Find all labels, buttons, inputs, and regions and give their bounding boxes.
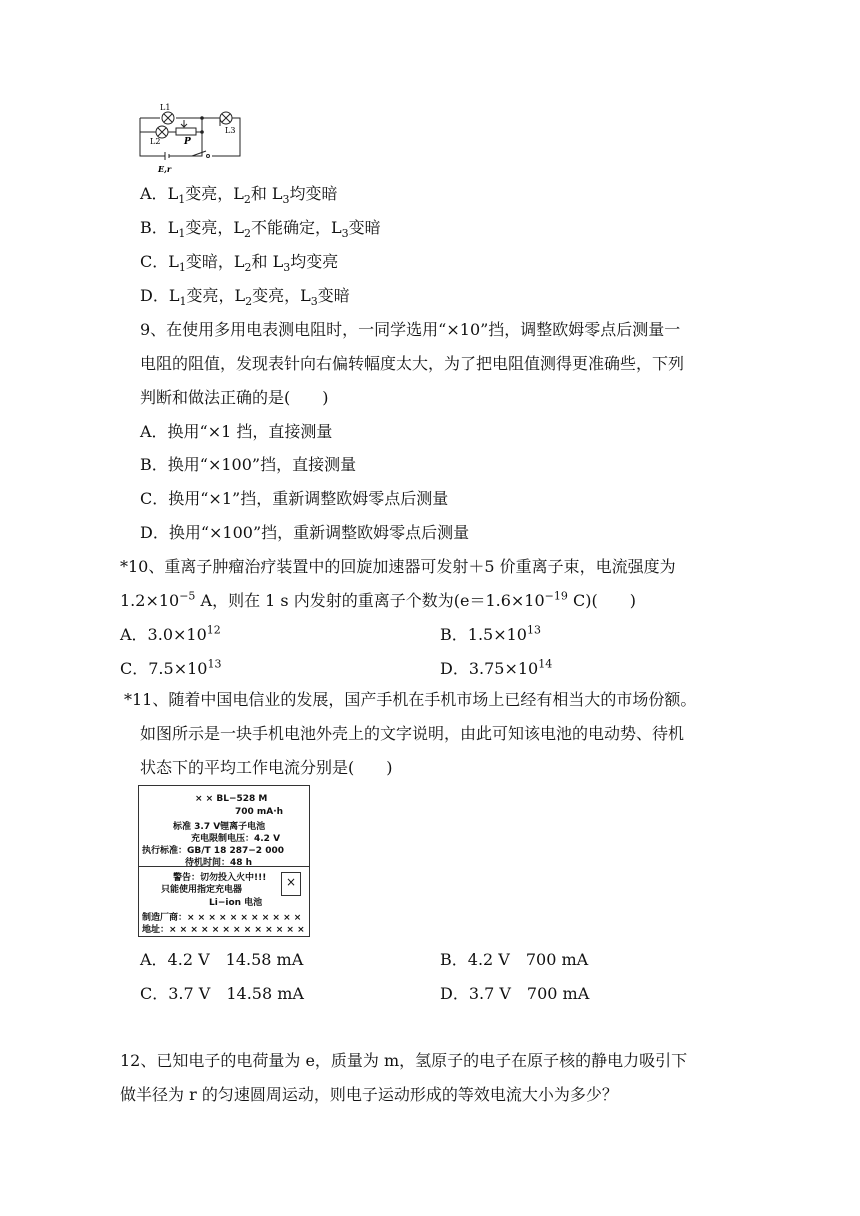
battery-type: Li−ion 电池 [209, 898, 263, 908]
label-p: P [184, 137, 191, 147]
q11-option-a: A．4.2 V 14.58 mA [140, 950, 304, 969]
label-l1: L1 [160, 103, 171, 112]
trash-bin-icon: × [281, 872, 301, 896]
battery-standard: 标准 3.7 V锂离子电池 [173, 822, 266, 832]
battery-capacity: 700 mA·h [235, 807, 284, 817]
q10-option-d: D．$3.75\times 10^{14}$ [440, 657, 553, 678]
q9-option-c: C．换用“×1”挡，重新调整欧姆零点后测量 [140, 489, 449, 508]
q10-stem-line1: *10、重离子肿瘤治疗装置中的回旋加速器可发射＋5 价重离子束，电流强度为 [120, 557, 676, 576]
q9-stem-line1: 9、在使用多用电表测电阻时，一同学选用“×10”挡，调整欧姆零点后测量一 [140, 320, 681, 339]
q9-stem-line2: 电阻的阻值，发现表针向右偏转幅度太大，为了把电阻值测得更准确些，下列 [140, 354, 685, 373]
q9-option-d: D．换用“×100”挡，重新调整欧姆零点后测量 [140, 523, 470, 542]
q11-stem-line1: *11、随着中国电信业的发展，国产手机在手机市场上已经有相当大的市场份额。 [124, 690, 697, 709]
battery-charger-note: 只能使用指定充电器 [161, 885, 243, 895]
q9-stem-line3: 判断和做法正确的是( ) [140, 388, 329, 407]
battery-charge-limit: 充电限制电压：4.2 V [191, 834, 281, 844]
q9-option-a: A．换用“×1 挡，直接测量 [140, 422, 333, 441]
battery-exec-standard: 执行标准：GB/T 18 287−2 000 [142, 846, 284, 856]
q8-option-d: D．$L_1$变亮，$L_2$变亮，$L_3$变暗 [140, 286, 350, 309]
label-er: E,r [158, 164, 172, 174]
q10-option-c: C．$7.5\times 10^{13}$ [120, 657, 222, 678]
battery-manufacturer: 制造厂商：× × × × × × × × × × × [142, 913, 302, 923]
q11-option-c: C．3.7 V 14.58 mA [140, 984, 304, 1003]
q10-stem-line2: $1.2\times 10^{-5}$ A，则在 1 s 内发射的重离子个数为($e=1.6\times 10^{-19}$ C)( ) [120, 589, 636, 610]
q12-stem-line1: 12、已知电子的电荷量为 e，质量为 m，氢原子的电子在原子核的静电力吸引下 [120, 1051, 688, 1070]
q10-option-b: B．$1.5\times 10^{13}$ [440, 623, 541, 644]
q11-option-d: D．3.7 V 700 mA [440, 984, 590, 1003]
q10-option-a: A．$3.0\times 10^{12}$ [120, 623, 221, 644]
battery-address: 地址：× × × × × × × × × × × × × [142, 925, 305, 935]
battery-model: × × BL−528 M [195, 794, 268, 804]
q8-option-c: C．$L_1$变暗，$L_2$和 $L_3$均变亮 [140, 252, 339, 275]
battery-label-figure [138, 785, 310, 937]
q12-stem-line2: 做半径为 r 的匀速圆周运动，则电子运动形成的等效电流大小为多少？ [120, 1085, 618, 1104]
q11-stem-line2: 如图所示是一块手机电池外壳上的文字说明，由此可知该电池的电动势、待机 [140, 724, 685, 743]
q8-option-b: B．$L_1$变亮，$L_2$不能确定，$L_3$变暗 [140, 218, 381, 241]
q11-stem-line3: 状态下的平均工作电流分别是( ) [140, 758, 393, 777]
battery-standby: 待机时间：48 h [185, 858, 253, 868]
label-l2: L2 [150, 137, 161, 146]
q8-option-a: A．$L_1$变亮，$L_2$和 $L_3$均变暗 [140, 184, 338, 207]
q11-option-b: B．4.2 V 700 mA [440, 950, 589, 969]
battery-divider [139, 866, 309, 867]
battery-warning: 警告：切勿投入火中!!! [173, 873, 267, 883]
circuit-diagram [132, 100, 247, 175]
q9-option-b: B．换用“×100”挡，直接测量 [140, 455, 357, 474]
label-l3: L3 [225, 126, 236, 135]
